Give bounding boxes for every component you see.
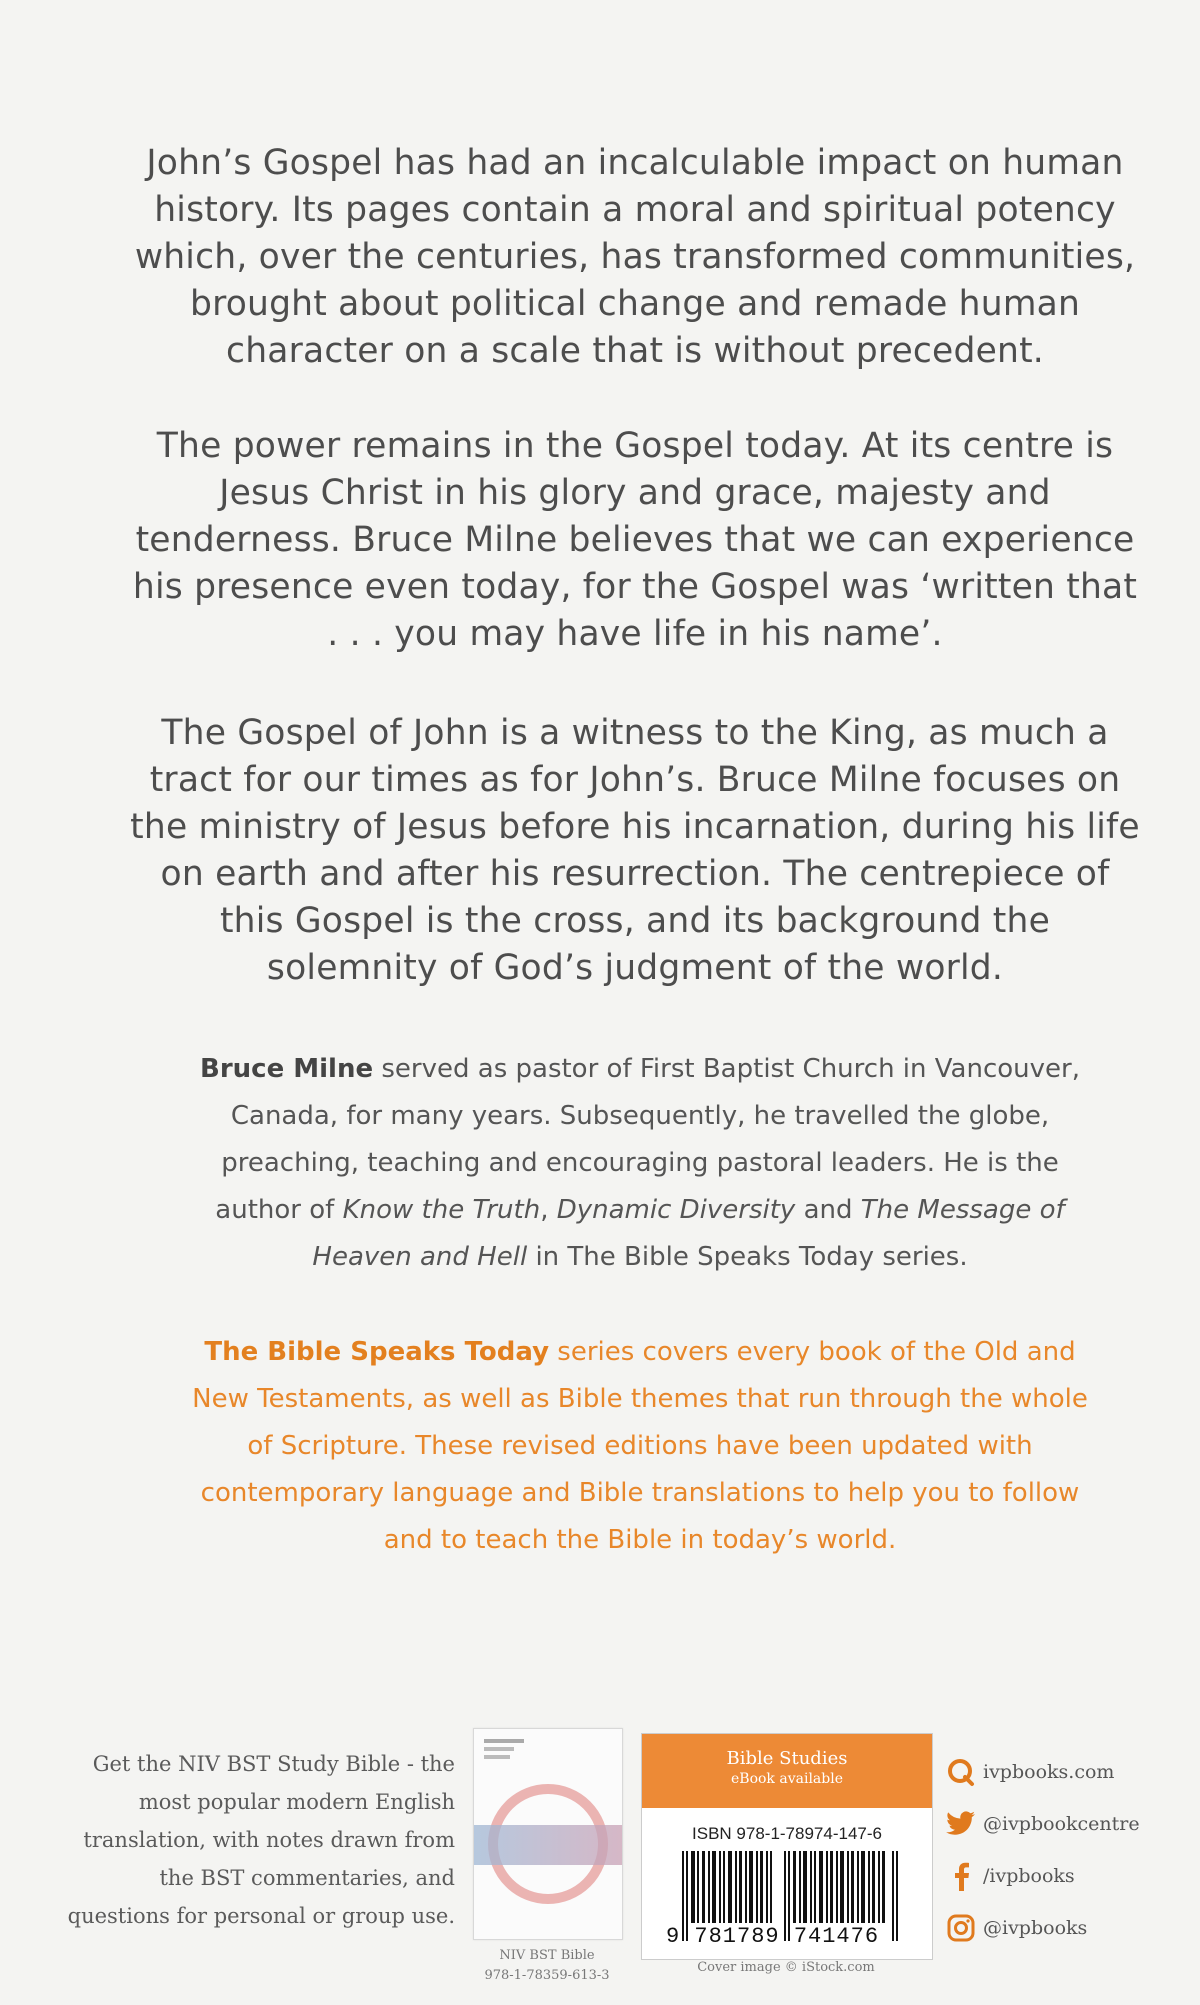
isbn-number: ISBN 978-1-78974-147-6	[692, 1824, 882, 1843]
instagram-icon	[945, 1912, 977, 1944]
instagram-link[interactable]	[945, 1902, 1185, 1954]
author-bio-separator-1: ,	[540, 1195, 549, 1225]
series-text: series covers every book of the Old and New Testaments, as well as Bible themes that run through the whole of Scripture. These revised editions have been updated with contemporary language and Bible translations to help you to follow and to teach the Bible in today’s world.	[192, 1337, 1088, 1555]
category-header	[642, 1734, 932, 1808]
series-description	[190, 1329, 1090, 1564]
blurb-paragraph-2: The power remains in the Gospel today. At its centre is Jesus Christ in his glory and grace, majesty and tenderness. Bruce Milne believes that we can experience his presence even today, for the Gospel was ‘written that . . . you may have life in his name’.	[132, 426, 1138, 654]
isbn-barcode-box	[641, 1733, 933, 1960]
barcode-digits: 9 781789 741476	[666, 1924, 880, 1949]
author-bio-text-b: in The Bible Speaks Today series.	[535, 1242, 968, 1272]
author-book-title-2: Dynamic Diversity	[556, 1195, 796, 1225]
author-bio-separator-2: and	[803, 1195, 853, 1225]
study-bible-caption	[468, 1946, 626, 1986]
author-bio	[190, 1046, 1090, 1281]
study-bible-promo: Get the NIV BST Study Bible - the most popular modern English translation, with notes drawn from the BST commentaries, and questions for personal or group use.	[67, 1752, 455, 1928]
twitter-link[interactable]	[945, 1798, 1185, 1850]
ebook-label: eBook available	[731, 1771, 843, 1787]
twitter-label: @ivpbookcentre	[983, 1813, 1140, 1835]
cover-image-credit: Cover image © iStock.com	[697, 1960, 875, 1975]
category-label: Bible Studies	[726, 1748, 848, 1769]
facebook-link[interactable]	[945, 1850, 1185, 1902]
social-links	[945, 1746, 1185, 1954]
facebook-label: /ivpbooks	[983, 1865, 1075, 1887]
study-bible-caption-isbn: 978-1-78359-613-3	[484, 1968, 610, 1983]
instagram-label: @ivpbooks	[983, 1917, 1088, 1939]
author-bio-text-a: served as pastor of First Baptist Church in Vancouver, Canada, for many years. Subsequently, he travelled the globe, preaching, teaching and encouraging pastoral leaders. He is the author of	[215, 1054, 1080, 1225]
twitter-bird-icon	[945, 1808, 977, 1840]
study-bible-cover-image	[473, 1728, 623, 1940]
series-name: The Bible Speaks Today	[204, 1337, 550, 1367]
website-link[interactable]	[945, 1746, 1185, 1798]
study-bible-caption-title: NIV BST Bible	[499, 1948, 595, 1963]
website-label: ivpbooks.com	[983, 1761, 1115, 1783]
facebook-f-icon	[945, 1860, 977, 1892]
website-q-icon	[945, 1756, 977, 1788]
blurb-paragraph-1: John’s Gospel has had an incalculable impact on human history. Its pages contain a moral and spiritual potency which, over the centuries, has transformed communities, brought about political change and remade human character on a scale that is without precedent.	[134, 143, 1136, 371]
author-book-title-1: Know the Truth	[342, 1195, 541, 1225]
author-book-title-3: The Message of Heaven and Hell	[312, 1195, 1065, 1272]
blurb-paragraph-3: The Gospel of John is a witness to the King, as much a tract for our times as for John’s. Bruce Milne focuses on the ministry of Jesus before his incarnation, during his life on earth and after his resurrection. The centrepiece of this Gospel is the cross, and its background the solemnity of God’s judgment of the world.	[130, 713, 1140, 988]
author-name: Bruce Milne	[200, 1054, 374, 1084]
